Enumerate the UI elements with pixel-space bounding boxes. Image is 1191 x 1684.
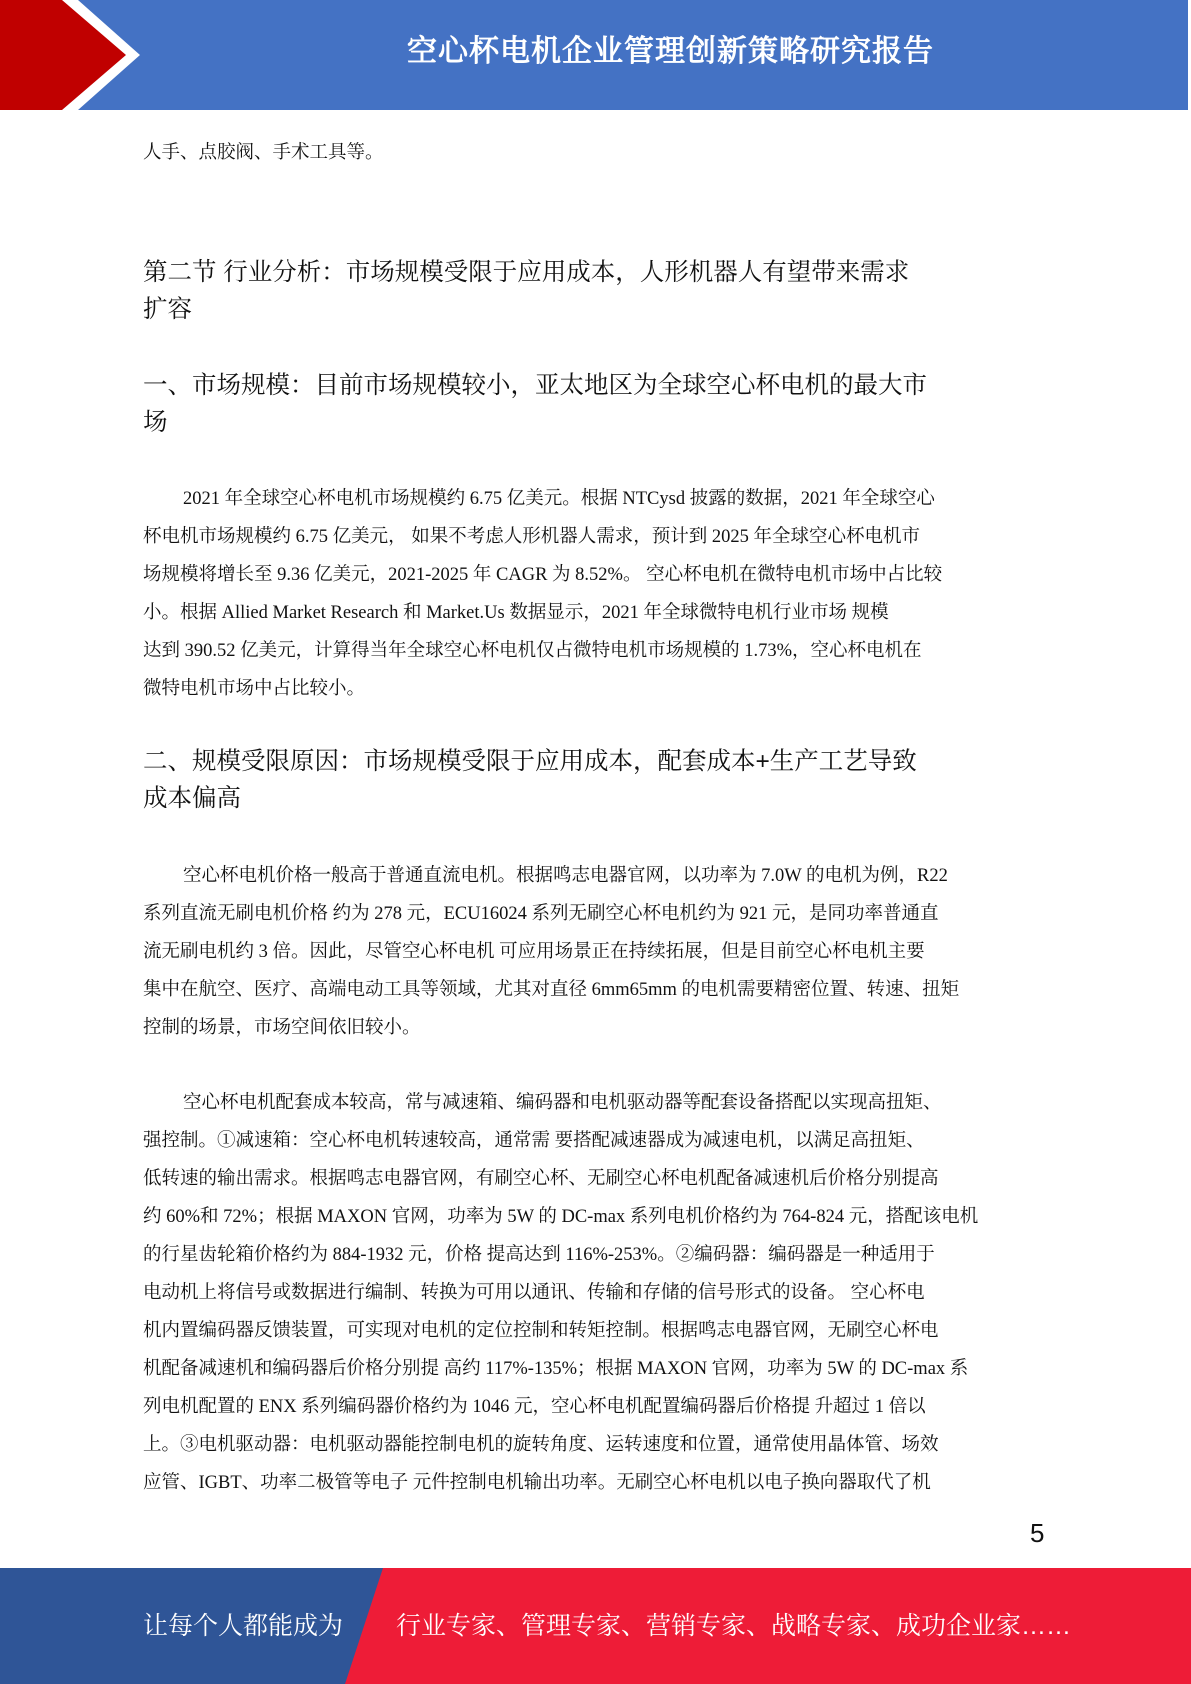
- text-line: 列电机配置的 ENX 系列编码器价格约为 1046 元，空心杯电机配置编码器后价格提 升超过 1 倍以: [143, 1397, 926, 1417]
- text-line: 应管、IGBT、功率二极管等电子 元件控制电机输出功率。无刷空心杯电机以电子换向器取代了机: [143, 1473, 931, 1493]
- text-line: 一、市场规模：目前市场规模较小，亚太地区为全球空心杯电机的最大市: [143, 372, 927, 399]
- text-line: 达到 390.52 亿美元，计算得当年全球空心杯电机仅占微特电机市场规模的 1.73%，空心杯电机在: [143, 641, 922, 661]
- page-number: 5: [1030, 1518, 1045, 1548]
- text-line: 空心杯电机价格一般高于普通直流电机。根据鸣志电器官网，以功率为 7.0W 的电机为例，R22: [183, 866, 948, 886]
- text-line: 第二节 行业分析：市场规模受限于应用成本，人形机器人有望带来需求: [143, 259, 910, 286]
- text-line: 二、规模受限原因：市场规模受限于应用成本，配套成本+生产工艺导致: [143, 748, 917, 775]
- text-line: 2021 年全球空心杯电机市场规模约 6.75 亿美元。根据 NTCysd 披露的数据，2021 年全球空心: [183, 489, 935, 509]
- paragraph: [143, 857, 1063, 1047]
- text-line: 微特电机市场中占比较小。: [143, 679, 366, 699]
- paragraph: [143, 1084, 1063, 1502]
- footer-slogan-right: 行业专家、管理专家、营销专家、战略专家、成功企业家……: [396, 1612, 1072, 1640]
- text-line: 低转速的输出需求。根据鸣志电器官网，有刷空心杯、无刷空心杯电机配备减速机后价格分别提高: [143, 1169, 939, 1189]
- page-header: [0, 0, 1191, 110]
- text-line: 空心杯电机配套成本较高，常与减速箱、编码器和电机驱动器等配套设备搭配以实现高扭矩、: [183, 1093, 942, 1113]
- text-line: 机配备减速机和编码器后价格分别提 高约 117%-135%；根据 MAXON 官网，功率为 5W 的 DC-max 系: [143, 1359, 969, 1379]
- text-line: 流无刷电机约 3 倍。因此，尽管空心杯电机 可应用场景正在持续拓展，但是目前空心杯电机主要: [143, 942, 925, 962]
- text-line: 集中在航空、医疗、高端电动工具等领域，尤其对直径 6mm65mm 的电机需要精密位置、转速、扭矩: [143, 980, 960, 1000]
- paragraph: [143, 134, 1063, 172]
- text-line: 场规模将增长至 9.36 亿美元，2021-2025 年 CAGR 为 8.52%。 空心杯电机在微特电机市场中占比较: [143, 565, 943, 585]
- section-heading: [143, 743, 1063, 817]
- text-line: 强控制。①减速箱：空心杯电机转速较高，通常需 要搭配减速器成为减速电机，以满足高扭矩、: [143, 1131, 925, 1151]
- text-line: 场: [143, 409, 168, 436]
- text-line: 上。③电机驱动器：电机驱动器能控制电机的旋转角度、运转速度和位置，通常使用晶体管、场效: [143, 1435, 939, 1455]
- text-line: 系列直流无刷电机价格 约为 278 元，ECU16024 系列无刷空心杯电机约为 921 元，是同功率普通直: [143, 904, 939, 924]
- section-heading: [143, 367, 1063, 441]
- text-line: 机内置编码器反馈装置，可实现对电机的定位控制和转矩控制。根据鸣志电器官网，无刷空心杯电: [143, 1321, 939, 1341]
- text-line: 控制的场景，市场空间依旧较小。: [143, 1018, 421, 1038]
- text-line: 的行星齿轮箱价格约为 884-1932 元，价格 提高达到 116%-253%。②编码器：编码器是一种适用于: [143, 1245, 935, 1265]
- text-line: 扩容: [143, 296, 192, 323]
- text-line: 电动机上将信号或数据进行编制、转换为可用以通讯、传输和存储的信号形式的设备。 空心杯电: [143, 1283, 925, 1303]
- report-title: 空心杯电机企业管理创新策略研究报告: [407, 35, 934, 68]
- section-heading: [143, 254, 1063, 328]
- footer-slogan-left: 让每个人都能成为: [143, 1612, 344, 1640]
- text-line: 小。根据 Allied Market Research 和 Market.Us 数据显示，2021 年全球微特电机行业市场 规模: [143, 603, 889, 623]
- text-line: 成本偏高: [143, 785, 241, 812]
- text-line: 约 60%和 72%；根据 MAXON 官网，功率为 5W 的 DC-max 系列电机价格约为 764-824 元，搭配该电机: [143, 1207, 979, 1227]
- paragraph: [143, 480, 1063, 708]
- text-line: 人手、点胶阀、手术工具等。: [143, 143, 384, 163]
- page-footer: [0, 1568, 1191, 1684]
- text-line: 杯电机市场规模约 6.75 亿美元， 如果不考虑人形机器人需求，预计到 2025 年全球空心杯电机市: [143, 527, 921, 547]
